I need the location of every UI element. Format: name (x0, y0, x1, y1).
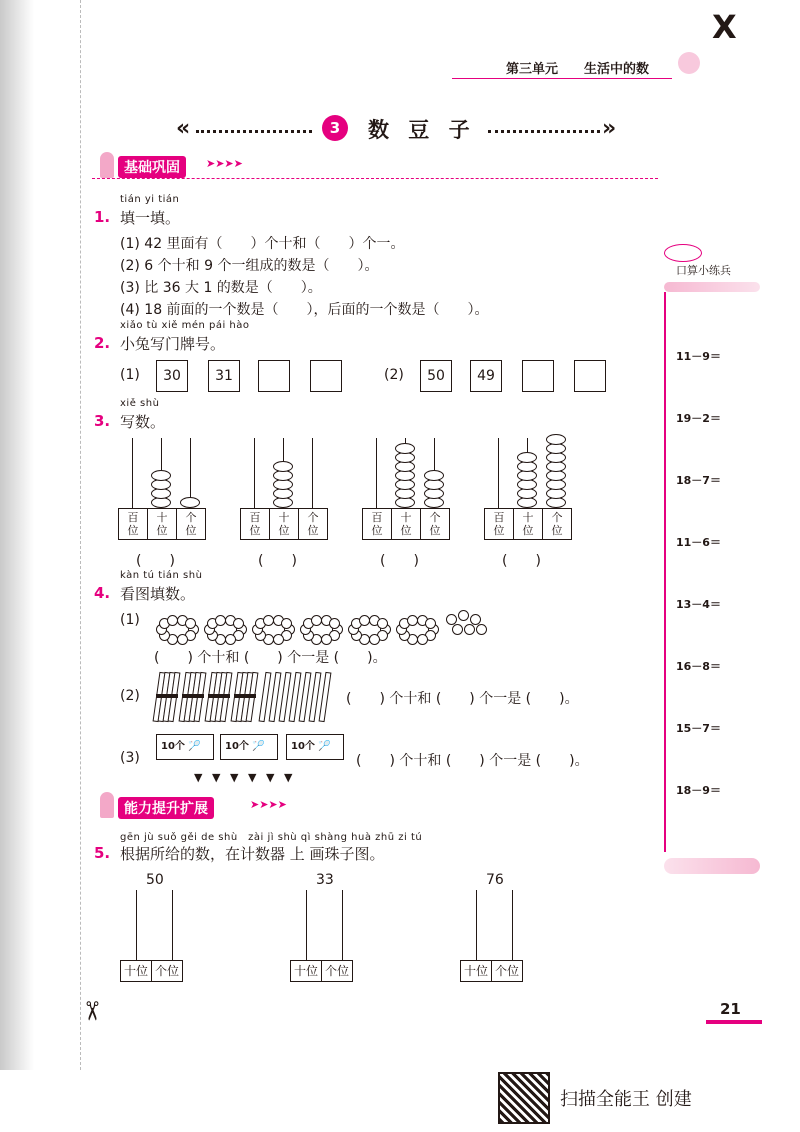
place-label: 个 位 (185, 511, 197, 537)
abacus-answer[interactable]: ( ) (136, 553, 175, 569)
shuttlecock-icon: ▼ (212, 771, 221, 784)
bead-ring-bead (225, 634, 236, 645)
q4-p2-text: ( ) 个十和 ( ) 个一是 ( )。 (346, 691, 579, 707)
place-label: 十 位 (392, 509, 421, 539)
tens-label: 十位 (291, 961, 322, 981)
counter-rod (136, 890, 137, 960)
tens-label: 十位 (121, 961, 152, 981)
abacus-bead (546, 434, 566, 445)
abacus-base (240, 508, 328, 540)
counter-base[interactable] (460, 960, 523, 982)
page-number: 21 (720, 1000, 741, 1018)
cloud-icon (664, 244, 702, 262)
bundle-band (208, 694, 230, 698)
door-number-answer-box[interactable] (574, 360, 606, 392)
abacus-bead (395, 443, 415, 454)
oral-arithmetic-item[interactable]: 16－8＝ (676, 660, 721, 673)
lesson-title: 数 豆 子 (368, 118, 476, 142)
abacus-bead (517, 452, 537, 463)
abacus-base (362, 508, 450, 540)
place-label: 百 位 (485, 509, 514, 539)
bead-ring-bead (417, 634, 428, 645)
bundle-band (182, 694, 204, 698)
shuttlecock-icon: ▼ (230, 771, 239, 784)
loose-bead (476, 624, 487, 635)
header-rule (452, 78, 672, 79)
cut-line (80, 0, 81, 1070)
counter-rod (172, 890, 173, 960)
q2-part2-label: (2) (384, 367, 404, 383)
q3-pinyin: xiě shù (120, 398, 160, 409)
q2-part1-label: (1) (120, 367, 140, 383)
abacus-rod (376, 438, 377, 508)
scissors-icon: ✂ (75, 1000, 106, 1022)
q2-pinyin: xiǎo tù xiě mén pái hào (120, 320, 250, 331)
q1-pinyin: tián yi tián (120, 194, 180, 205)
q1-title: 填一填。 (120, 209, 181, 227)
sidebar-rule (664, 292, 666, 852)
oral-arithmetic-item[interactable]: 11－9＝ (676, 350, 721, 363)
unit-label: 第三单元 (506, 62, 559, 77)
section-arrows-icon: ➤➤➤➤ (206, 157, 243, 170)
section-advanced-label: 能力提升扩展 (118, 797, 214, 819)
q4-p2-label: (2) (120, 688, 140, 704)
q1-item-4: (4) 18 前面的一个数是（ ），后面的一个数是（ ）。 (120, 302, 489, 318)
place-label: 个 位 (551, 511, 563, 537)
shuttlecock-box: 10个 🏸 (220, 734, 278, 760)
place-label: 十 位 (514, 509, 543, 539)
counter-rod (306, 890, 307, 960)
bead-ring-bead (233, 618, 244, 629)
oral-arithmetic-item[interactable]: 15－7＝ (676, 722, 721, 735)
oral-arithmetic-item[interactable]: 19－2＝ (676, 412, 721, 425)
section-arrows-icon: ➤➤➤➤ (250, 798, 287, 811)
q5-number: 5. (94, 844, 111, 862)
counter-base[interactable] (120, 960, 183, 982)
q4-p1-text: ( ) 个十和 ( ) 个一是 ( )。 (154, 650, 387, 666)
shuttlecock-box: 10个 🏸 (156, 734, 214, 760)
q1-number: 1. (94, 208, 111, 226)
q4-title: 看图填数。 (120, 585, 196, 603)
counter-target-number: 33 (316, 872, 334, 888)
abacus-answer[interactable]: ( ) (380, 553, 419, 569)
ones-label: 个位 (155, 964, 180, 978)
bead-ring-bead (369, 634, 380, 645)
abacus-bead (151, 470, 171, 481)
book-spine-shadow (0, 0, 34, 1070)
q1-item-1: (1) 42 里面有（ ）个十和（ ）个一。 (120, 236, 405, 252)
q4-p3-label: (3) (120, 750, 140, 766)
ones-label: 个位 (495, 964, 520, 978)
bead-ring-bead (281, 618, 292, 629)
door-number-box: 50 (420, 360, 452, 392)
shuttlecock-icon: ▼ (266, 771, 275, 784)
place-label: 百 位 (119, 509, 148, 539)
scanner-watermark: 扫描全能王 创建 (560, 1089, 692, 1110)
oral-arithmetic-item[interactable]: 11－6＝ (676, 536, 721, 549)
door-number-box: 30 (156, 360, 188, 392)
tens-label: 十位 (461, 961, 492, 981)
loose-bead (458, 610, 469, 621)
counter-target-number: 76 (486, 872, 504, 888)
q1-item-2: (2) 6 个十和 9 个一组成的数是（ ）。 (120, 258, 379, 274)
door-number-answer-box[interactable] (310, 360, 342, 392)
abacus-bead (180, 497, 200, 508)
bead-ring-bead (329, 618, 340, 629)
oral-arithmetic-item[interactable]: 13－4＝ (676, 598, 721, 611)
counter-rod (342, 890, 343, 960)
unit-title: 生活中的数 (584, 62, 650, 77)
place-label: 个 位 (429, 511, 441, 537)
lesson-number: 3 (322, 115, 348, 141)
q2-title: 小兔写门牌号。 (120, 335, 226, 353)
abacus-rod (132, 438, 133, 508)
bead-ring-bead (273, 634, 284, 645)
sidebar-header-decoration (664, 282, 760, 292)
counter-target-number: 50 (146, 872, 164, 888)
place-label: 十 位 (270, 509, 299, 539)
left-arrows-icon: « (176, 116, 191, 141)
bead-ring-bead (185, 618, 196, 629)
shuttlecock-icon: ▼ (248, 771, 257, 784)
bead-ring-bead (377, 618, 388, 629)
counter-rod (512, 890, 513, 960)
ones-label: 个位 (325, 964, 350, 978)
counter-rod (476, 890, 477, 960)
abacus-answer[interactable]: ( ) (258, 553, 297, 569)
flower-icon (678, 52, 700, 74)
section-rule (92, 178, 658, 179)
door-number-box: 31 (208, 360, 240, 392)
q4-p3-text: ( ) 个十和 ( ) 个一是 ( )。 (356, 753, 589, 769)
q4-number: 4. (94, 584, 111, 602)
place-label: 百 位 (241, 509, 270, 539)
oral-arithmetic-item[interactable]: 18－7＝ (676, 474, 721, 487)
abacus-bead (424, 470, 444, 481)
bundle-band (234, 694, 256, 698)
q5-title: 根据所给的数，在计数器 上 画珠子图。 (120, 845, 385, 863)
bead-ring-bead (321, 634, 332, 645)
q1-item-3: (3) 比 36 大 1 的数是（ ）。 (120, 280, 322, 296)
right-arrows-icon: » (602, 116, 617, 141)
q3-title: 写数。 (120, 413, 166, 431)
door-number-answer-box[interactable] (258, 360, 290, 392)
abacus-bead (273, 461, 293, 472)
counter-base[interactable] (290, 960, 353, 982)
loose-bead (464, 624, 475, 635)
section-basic-label: 基础巩固 (118, 156, 186, 178)
door-number-answer-box[interactable] (522, 360, 554, 392)
abacus-base (118, 508, 206, 540)
place-label: 个 位 (307, 511, 319, 537)
page-number-bar (706, 1020, 762, 1024)
q5-pinyin: gēn jù suǒ gěi de shù zài jì shù qì shàng huà zhū zi tú (120, 832, 423, 843)
girl-icon (100, 152, 114, 178)
abacus-rod (254, 438, 255, 508)
sidebar-title: 口算小练兵 (676, 264, 731, 277)
sidebar-footer-decoration (664, 858, 760, 874)
q3-number: 3. (94, 412, 111, 430)
shuttlecock-box: 10个 🏸 (286, 734, 344, 760)
loose-bead (452, 624, 463, 635)
shuttlecock-icon: ▼ (194, 771, 203, 784)
title-dots-right (488, 130, 600, 133)
qr-code-icon (498, 1072, 550, 1124)
title-dots-left (196, 130, 312, 133)
bead-ring-bead (425, 618, 436, 629)
abacus-rod (498, 438, 499, 508)
door-number-box: 49 (470, 360, 502, 392)
abacus-rod (312, 438, 313, 508)
bead-ring-bead (177, 634, 188, 645)
corner-mark: X (712, 8, 737, 46)
shuttlecock-icon: ▼ (284, 771, 293, 784)
abacus-answer[interactable]: ( ) (502, 553, 541, 569)
q2-number: 2. (94, 334, 111, 352)
place-label: 百 位 (363, 509, 392, 539)
place-label: 十 位 (148, 509, 177, 539)
oral-arithmetic-item[interactable]: 18－9＝ (676, 784, 721, 797)
abacus-base (484, 508, 572, 540)
q4-pinyin: kàn tú tián shù (120, 570, 203, 581)
bundle-band (156, 694, 178, 698)
girl-icon (100, 792, 114, 818)
q4-p1-label: (1) (120, 612, 140, 628)
